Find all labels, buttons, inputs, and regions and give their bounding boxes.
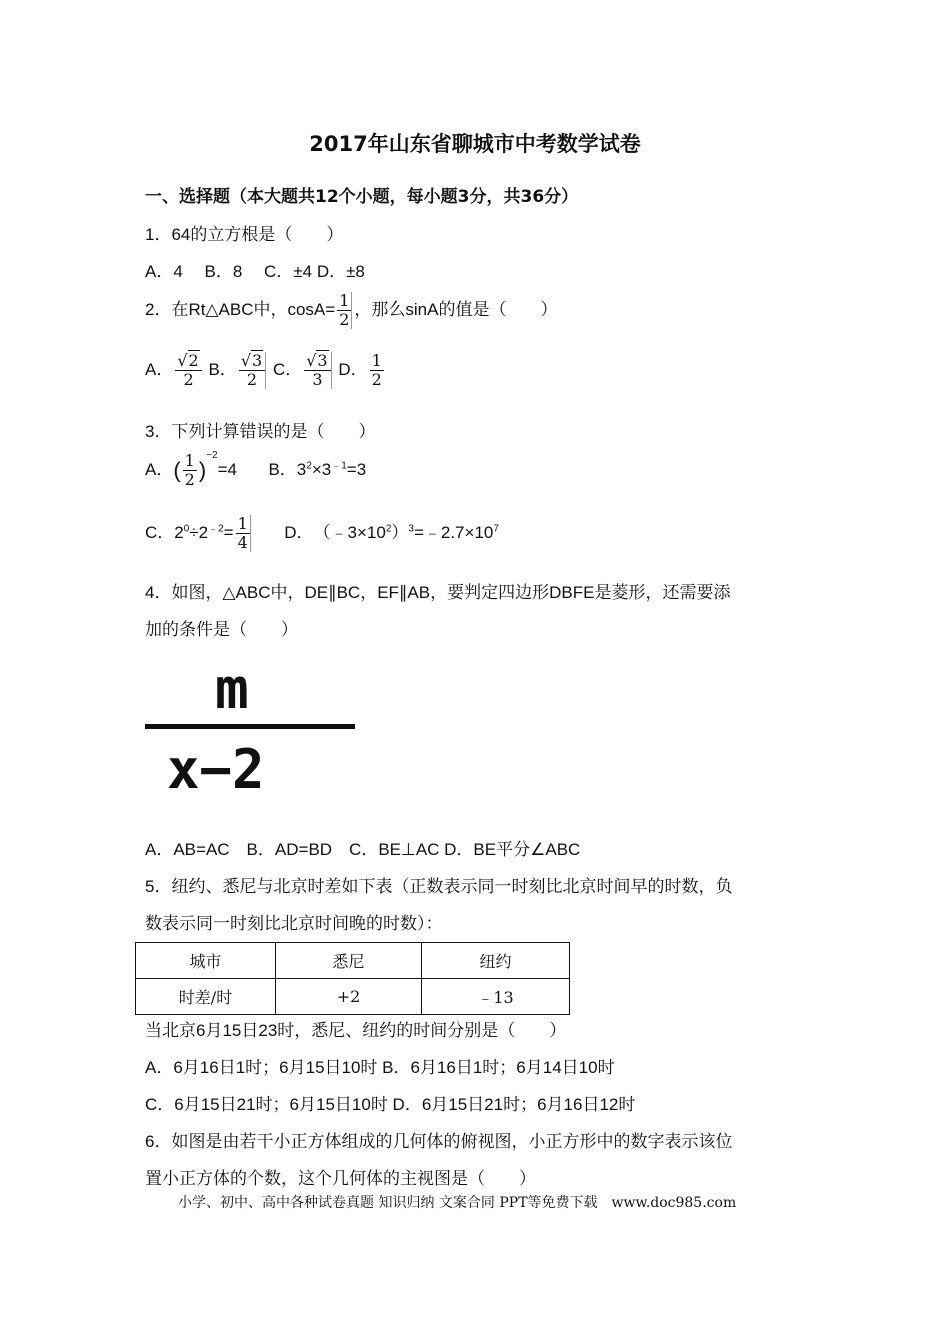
q2-cos-num: 1 (339, 291, 350, 310)
q3-b-text: B．3 (268, 459, 307, 479)
q3-a-num: 1 (184, 451, 195, 470)
q4-line1: 4．如图，△ABC中，DE∥BC，EF∥AB，要判定四边形DBFE是菱形，还需要添 (145, 583, 731, 602)
q5-options-ab: A．6月16日1时；6月15日10时 B．6月16日1时；6月14日10时 (145, 1058, 615, 1077)
q3-c-fraction (236, 515, 251, 552)
q2-d-den: 2 (371, 370, 382, 389)
q3-d-close: ） (391, 522, 409, 542)
q4-figure-bar (145, 724, 355, 729)
q3-c-eq: = (223, 522, 234, 542)
q3-c-mid: ÷2 (189, 522, 209, 542)
q2-cos-fraction (337, 292, 352, 329)
q1-options: A．4 B．8 C．±4 D．±8 (145, 262, 365, 281)
q2-b-num: √3 (239, 352, 265, 371)
page-footer: 小学、初中、高中各种试卷真题 知识归纳 文案合同 PPT等免费下载 www.doc985.com (178, 1195, 737, 1211)
q4-options: A．AB=AC B．AD=BD C．BE⊥AC D．BE平分∠ABC (145, 840, 581, 859)
table-row (136, 943, 570, 979)
q3-d-text: D． （﹣3×10 (284, 522, 386, 542)
q4-figure-numerator: m (215, 657, 249, 722)
q3-d-exp3: 7 (493, 523, 499, 535)
q2-label-a: A． (145, 359, 174, 379)
table-header-newyork: 纽约 (422, 943, 570, 979)
q3-b-exp2: ﹣1 (331, 460, 347, 472)
table-row (136, 979, 570, 1015)
q5-question: 当北京6月15日23时，悉尼、纽约的时间分别是（ ） (145, 1021, 567, 1040)
q2-option-c (304, 352, 331, 389)
q3-a-lparen: ( (173, 457, 181, 483)
table-header-sydney: 悉尼 (276, 943, 422, 979)
q2-label-b: B． (208, 359, 237, 379)
q3-a-fraction (183, 452, 197, 489)
q2-option-d (370, 352, 384, 389)
table-cell-newyork: ﹣13 (422, 979, 570, 1015)
q3-d-exp1: 2 (385, 523, 392, 535)
q3-c-den: 4 (237, 533, 248, 552)
q3-c-num: 1 (237, 514, 248, 533)
q3-a-exp: −2 (206, 450, 218, 462)
q4-figure-denominator: x−2 (167, 738, 265, 801)
section-heading: 一、选择题（本大题共12个小题，每小题3分，共36分） (145, 187, 579, 207)
q2-options (145, 352, 386, 389)
table-cell-label: 时差/时 (136, 979, 276, 1015)
q3-c-exp1: 0 (183, 523, 190, 535)
timezone-table (135, 942, 570, 1015)
q2-cos-den: 2 (339, 310, 350, 329)
q2-d-num: 1 (371, 351, 382, 370)
q1-stem: 1．64的立方根是（ ） (145, 225, 344, 244)
q3-b-tail: =3 (346, 459, 367, 479)
q3-d-exp2: 3 (408, 523, 414, 535)
q6-line2: 置小正方体的个数，这个几何体的主视图是（ ） (145, 1169, 536, 1188)
q3-a-rparen: ) (198, 457, 207, 483)
q2-b-den: 2 (246, 370, 258, 389)
q5-line2: 数表示同一时刻比北京时间晚的时数）： (145, 914, 443, 933)
q2-label-c: C． (272, 359, 303, 379)
q2-a-num: √2 (175, 352, 201, 371)
q3-b-mid: ×3 (311, 459, 332, 479)
q3-a-tail: =4 (217, 459, 237, 479)
q2-label-d: D． (338, 359, 368, 379)
page-title: 2017年山东省聊城市中考数学试卷 (309, 132, 641, 156)
q3-stem: 3．下列计算错误的是（ ） (145, 422, 376, 441)
table-cell-sydney: +2 (276, 979, 422, 1015)
table-header-city: 城市 (136, 943, 276, 979)
q5-options-cd: C．6月15日21时；6月15日10时 D．6月15日21时；6月16日12时 (145, 1095, 636, 1114)
q2-a-den: 2 (183, 370, 194, 389)
q3-d-mid: =﹣2.7×10 (413, 522, 494, 542)
q3-a-label: A． (145, 459, 174, 479)
q2-c-den: 3 (312, 370, 323, 389)
q2-stem-prefix: 2．在Rt△ABC中，cosA= (145, 299, 336, 319)
q3-a-den: 2 (184, 470, 195, 489)
q3-options-cd (145, 515, 499, 552)
q3-b-exp1: 2 (306, 460, 312, 472)
q2-option-a (175, 352, 201, 389)
q3-c-exp2: ﹣2 (208, 523, 224, 535)
q3-c-label: C．2 (145, 522, 184, 542)
q4-figure (145, 657, 360, 807)
q2-stem-suffix: ，那么sinA的值是（ ） (354, 299, 558, 319)
q2-option-b (239, 352, 266, 389)
q3-options-ab (145, 452, 366, 489)
q4-line2: 加的条件是（ ） (145, 620, 298, 639)
q2-c-num: √3 (304, 352, 330, 371)
q2-stem (145, 292, 557, 329)
q5-line1: 5．纽约、悉尼与北京时差如下表（正数表示同一时刻比北京时间早的时数，负 (145, 877, 733, 896)
q6-line1: 6．如图是由若干小正方体组成的几何体的俯视图，小正方形中的数字表示该位 (145, 1132, 733, 1151)
